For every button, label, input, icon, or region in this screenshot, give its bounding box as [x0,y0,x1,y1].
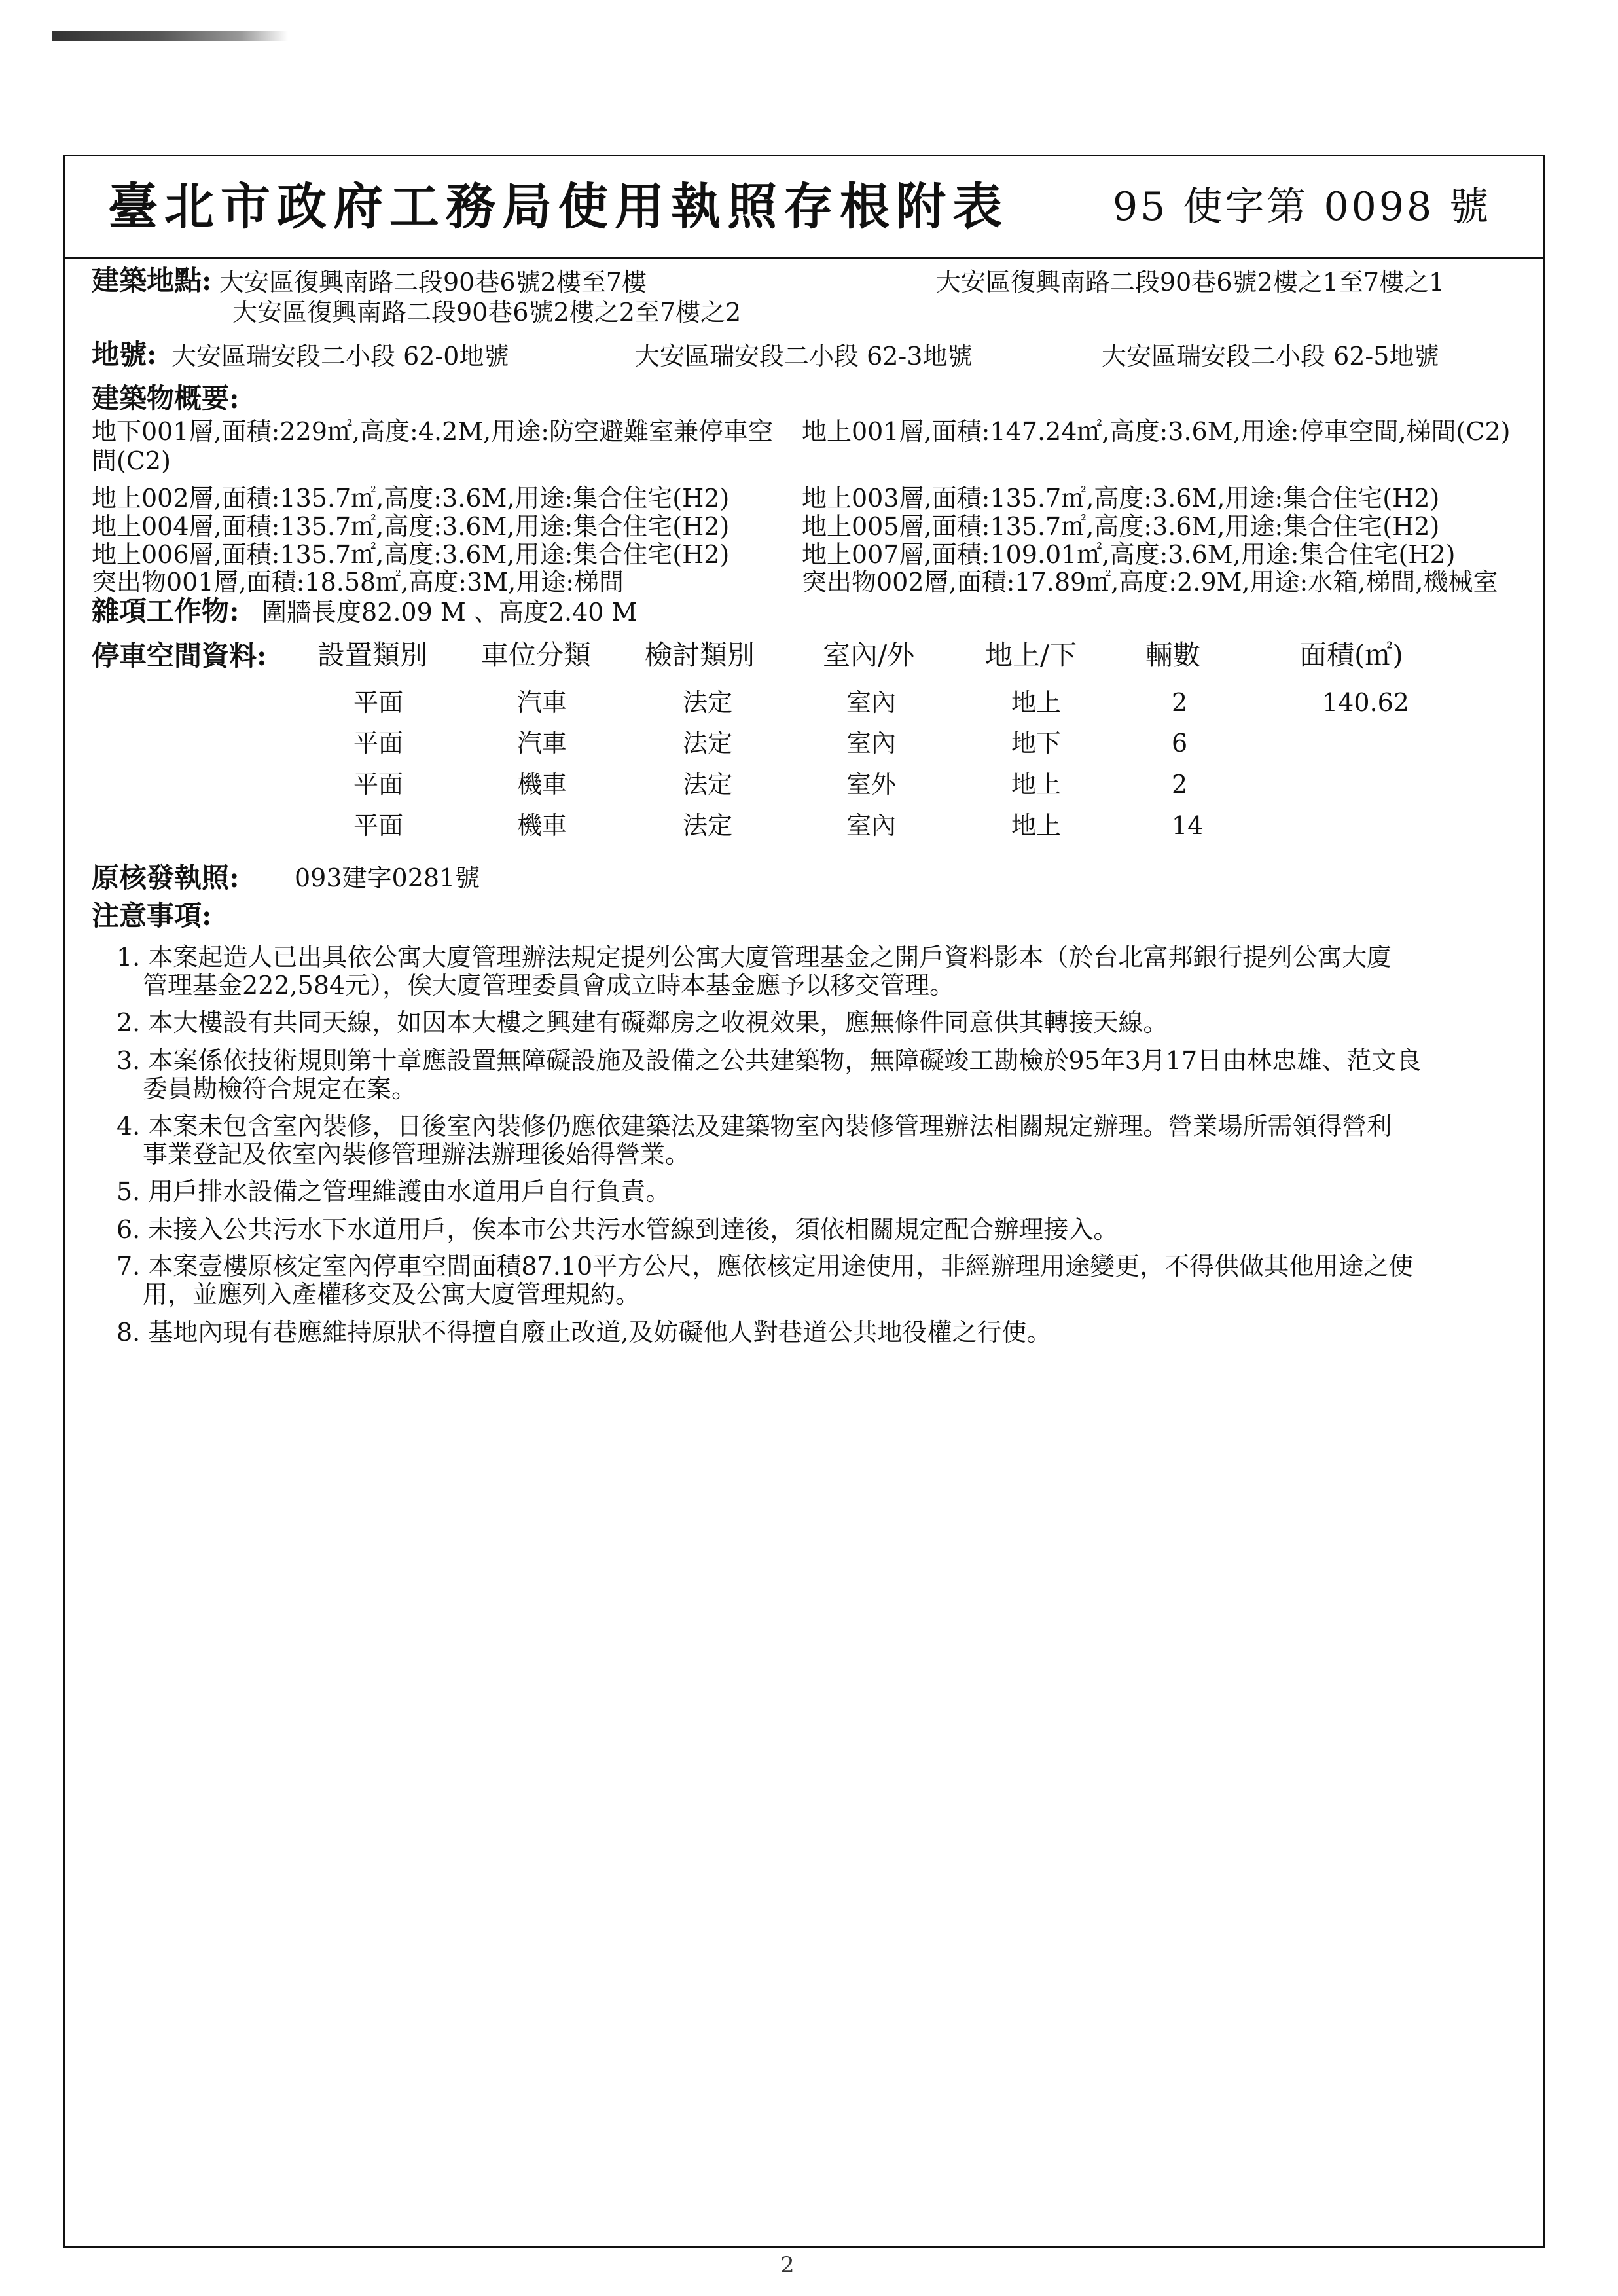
address-line1-left: 大安區復興南路二段90巷6號2樓至7樓 [219,268,647,297]
parking-cell: 法定 [683,770,733,799]
note-line: 用，並應列入產權移交及公寓大廈管理規約。 [143,1280,641,1309]
building-row-left: 間(C2) [92,446,171,475]
building-row-right: 突出物002層,面積:17.89㎡,高度:2.9M,用途:水箱,梯間,機械室 [802,568,1498,596]
parking-cell: 地下 [1011,729,1062,757]
parking-cell: 平面 [353,729,404,757]
parking-label: 停車空間資料: [92,640,267,672]
misc-works-value: 圍牆長度82.09 M 、高度2.40 M [262,598,638,627]
parking-cell: 汽車 [517,688,567,717]
parking-cell: 地上 [1011,770,1062,799]
building-row-right: 地上001層,面積:147.24㎡,高度:3.6M,用途:停車空間,梯間(C2) [802,417,1511,446]
parking-cell: 6 [1172,729,1188,757]
building-row-left: 地上006層,面積:135.7㎡,高度:3.6M,用途:集合住宅(H2) [92,540,730,569]
parking-cell: 室內 [846,811,897,840]
parking-cell: 法定 [683,688,733,717]
parking-cell: 地上 [1011,688,1062,717]
header-divider [63,257,1545,259]
parking-header: 面積(㎡) [1299,639,1403,671]
note-line: 管理基金222,584元），俟大廈管理委員會成立時本基金應予以移交管理。 [143,971,955,1000]
parking-cell: 2 [1172,770,1188,799]
parking-cell: 汽車 [517,729,567,757]
parking-cell: 14 [1172,811,1204,840]
parking-cell: 室內 [846,688,897,717]
scan-artifact-bar [52,31,288,41]
misc-works-label: 雜項工作物: [92,595,240,627]
parking-header: 檢討類別 [645,639,755,671]
note-line: 委員勘檢符合規定在案。 [143,1074,417,1103]
note-line: 1. 本案起造人已出具依公寓大廈管理辦法規定提列公寓大廈管理基金之開戶資料影本（於台北富邦銀行提列公寓大廈 [117,943,1392,972]
building-row-left: 突出物001層,面積:18.58㎡,高度:3M,用途:梯間 [92,568,624,596]
address-label: 建築地點: [92,264,212,297]
parking-cell: 平面 [353,688,404,717]
parking-cell: 平面 [353,811,404,840]
note-line: 6. 未接入公共污水下水道用戶，俟本市公共污水管線到達後，須依相關規定配合辦理接入。 [117,1215,1119,1244]
note-line: 8. 基地內現有巷應維持原狀不得擅自廢止改道,及妨礙他人對巷道公共地役權之行使。 [117,1318,1052,1347]
building-row-right: 地上003層,面積:135.7㎡,高度:3.6M,用途:集合住宅(H2) [802,484,1440,513]
address-line2: 大安區復興南路二段90巷6號2樓之2至7樓之2 [232,298,742,327]
note-line: 4. 本案未包含室內裝修，日後室內裝修仍應依建築法及建築物室內裝修管理辦法相關規定辦理。營業場所需領得營利 [117,1112,1392,1140]
parking-cell: 室內 [846,729,897,757]
original-permit-label: 原核發執照: [92,862,240,894]
lot-item: 大安區瑞安段二小段 62-5地號 [1102,342,1439,371]
lot-label: 地號: [92,338,157,371]
note-line: 2. 本大樓設有共同天線，如因本大樓之興建有礙鄰房之收視效果，應無條件同意供其轉接天線。 [117,1008,1168,1037]
parking-cell: 機車 [517,770,567,799]
building-row-left: 地上002層,面積:135.7㎡,高度:3.6M,用途:集合住宅(H2) [92,484,730,513]
parking-cell: 法定 [683,811,733,840]
parking-cell: 機車 [517,811,567,840]
lot-item: 大安區瑞安段二小段 62-3地號 [635,342,973,371]
note-line: 5. 用戶排水設備之管理維護由水道用戶自行負責。 [117,1177,671,1206]
note-line: 7. 本案壹樓原核定室內停車空間面積87.10平方公尺，應依核定用途使用，非經辦理用途變更，不得供做其他用途之使 [117,1252,1414,1281]
document-title: 臺北市政府工務局使用執照存根附表 [108,177,1009,236]
building-row-right: 地上007層,面積:109.01㎡,高度:3.6M,用途:集合住宅(H2) [802,540,1456,569]
parking-header: 設置類別 [317,639,428,671]
parking-cell: 140.62 [1322,688,1409,717]
parking-cell: 室外 [846,770,897,799]
parking-cell: 法定 [683,729,733,757]
parking-header: 輛數 [1145,639,1201,671]
original-permit-value: 093建字0281號 [295,864,480,892]
note-line: 事業登記及依室內裝修管理辦法辦理後始得營業。 [143,1140,691,1169]
parking-header: 室內/外 [823,639,915,671]
lot-item: 大安區瑞安段二小段 62-0地號 [171,342,509,371]
parking-header: 車位分類 [481,639,592,671]
parking-cell: 2 [1172,688,1188,717]
address-line1-right: 大安區復興南路二段90巷6號2樓之1至7樓之1 [936,268,1445,297]
parking-cell: 地上 [1011,811,1062,840]
parking-header: 地上/下 [985,639,1077,671]
page-number: 2 [780,2252,795,2278]
note-line: 3. 本案係依技術規則第十章應設置無障礙設施及設備之公共建築物，無障礙竣工勘檢於95年3月17日由林忠雄、范文良 [117,1046,1422,1075]
building-row-right: 地上005層,面積:135.7㎡,高度:3.6M,用途:集合住宅(H2) [802,512,1440,541]
building-row-left: 地上004層,面積:135.7㎡,高度:3.6M,用途:集合住宅(H2) [92,512,730,541]
parking-cell: 平面 [353,770,404,799]
building-summary-heading: 建築物概要: [92,382,240,414]
building-row-left: 地下001層,面積:229㎡,高度:4.2M,用途:防空避難室兼停車空 [92,417,774,446]
notes-heading: 注意事項: [92,900,212,932]
permit-number: 95 使字第 0098 號 [1113,184,1492,230]
